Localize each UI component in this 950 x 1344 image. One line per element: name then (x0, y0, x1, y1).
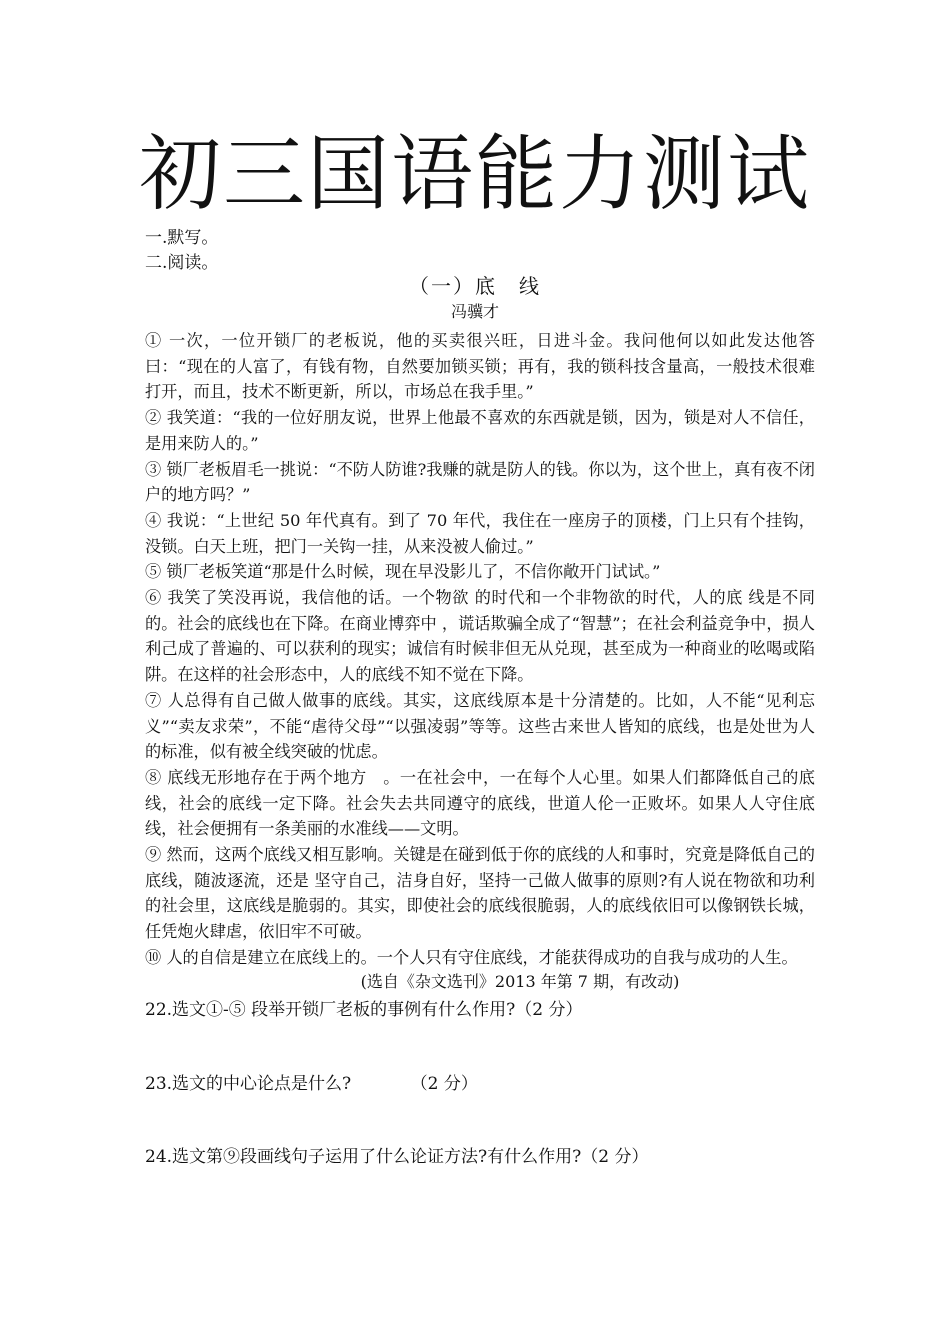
question-22: 22.选文①-⑤ 段举开锁厂老板的事例有什么作用?（2 分） (145, 1000, 583, 1020)
paragraph-10: ⑩ 人的自信是建立在底线上的。一个人只有守住底线，才能获得成功的自我与成功的人生。 (145, 947, 798, 967)
question-23: 23.选文的中心论点是什么? （2 分） (145, 1074, 478, 1094)
question-24: 24.选文第⑨段画线句子运用了什么论证方法?有什么作用?（2 分） (145, 1147, 649, 1167)
paragraph-5: ⑤ 锁厂老板笑道“那是什么时候，现在早没影儿了，不信你敞开门试试。” (145, 562, 661, 582)
article-author: 冯骥才 (450, 302, 499, 321)
paragraph-1: ① 一次，一位开锁厂的老板说，他的买卖很兴旺，日进斗金。我问他何以如此发达他答曰：“现在的人富了，有钱有物，自然要加锁买锁；再有，我的锁科技含量高，一般技术很难打开，而且，技术不断更新，所以，市场总在我手里。” (145, 331, 815, 402)
article-body (145, 328, 815, 971)
paragraph-6: ⑥ 我笑了笑没再说，我信他的话。一个物欲 的时代和一个非物欲的时代，人的底 线是不同的。社会的底线也在下降。在商业博弈中 ，谎话欺骗全成了“智慧”；在社会利益竞争中，损人利己成了普遍的、可以获利的现实；诚信有时候非但无从兑现，甚至成为一种商业的吆喝或陷阱。在这样的社会形态中，人的底线不知不觉在下降。 (145, 588, 815, 685)
section-reading-heading: 二.阅读。 (145, 253, 219, 273)
article-title: （一）底 线 (409, 274, 541, 298)
paragraph-3: ③ 锁厂老板眉毛一挑说：“不防人防谁?我赚的就是防人的钱。你以为，这个世上，真有夜不闭户的地方吗？” (145, 459, 815, 505)
section-dictation-heading: 一.默写。 (145, 228, 219, 248)
article-source: (选自《杂文选刊》2013 年第 7 期，有改动) (360, 972, 680, 991)
paragraph-7: ⑦ 人总得有自己做人做事的底线。其实，这底线原本是十分清楚的。比如，人不能“见利忘义”“卖友求荣”，不能“虐待父母”“以强凌弱”等等。这些古来世人皆知的底线，也是处世为人的标准，似有被全线突破的忧虑。 (145, 690, 815, 762)
page-title: 初三国语能力测试 (138, 127, 811, 222)
paragraph-4: ④ 我说：“上世纪 50 年代真有。到了 70 年代，我住在一座房子的顶楼，门上只有个挂钩，没锁。白天上班，把门一关钩一挂，从来没被人偷过。” (145, 510, 815, 556)
paragraph-9: ⑨ 然而，这两个底线又相互影响。关键是在碰到低于你的底线的人和事时，究竟是降低自己的底线，随波逐流，还是 坚守自己，洁身自好，坚持一己做人做事的原则?有人说在物欲和功利的社会里，这底线是脆弱的。其实，即使社会的底线很脆弱，人的底线依旧可以像钢铁长城，任凭炮火肆虐，依旧牢不可破。 (145, 845, 815, 942)
paragraph-8: ⑧ 底线无形地存在于两个地方 。一在社会中，一在每个人心里。如果人们都降低自己的底线，社会的底线一定下降。社会失去共同遵守的底线，世道人伦一正败坏。如果人人守住底线，社会便拥有一条美丽的水准线——文明。 (145, 767, 815, 839)
paragraph-2: ② 我笑道：“我的一位好朋友说，世界上他最不喜欢的东西就是锁，因为，锁是对人不信任，是用来防人的。” (145, 408, 815, 453)
